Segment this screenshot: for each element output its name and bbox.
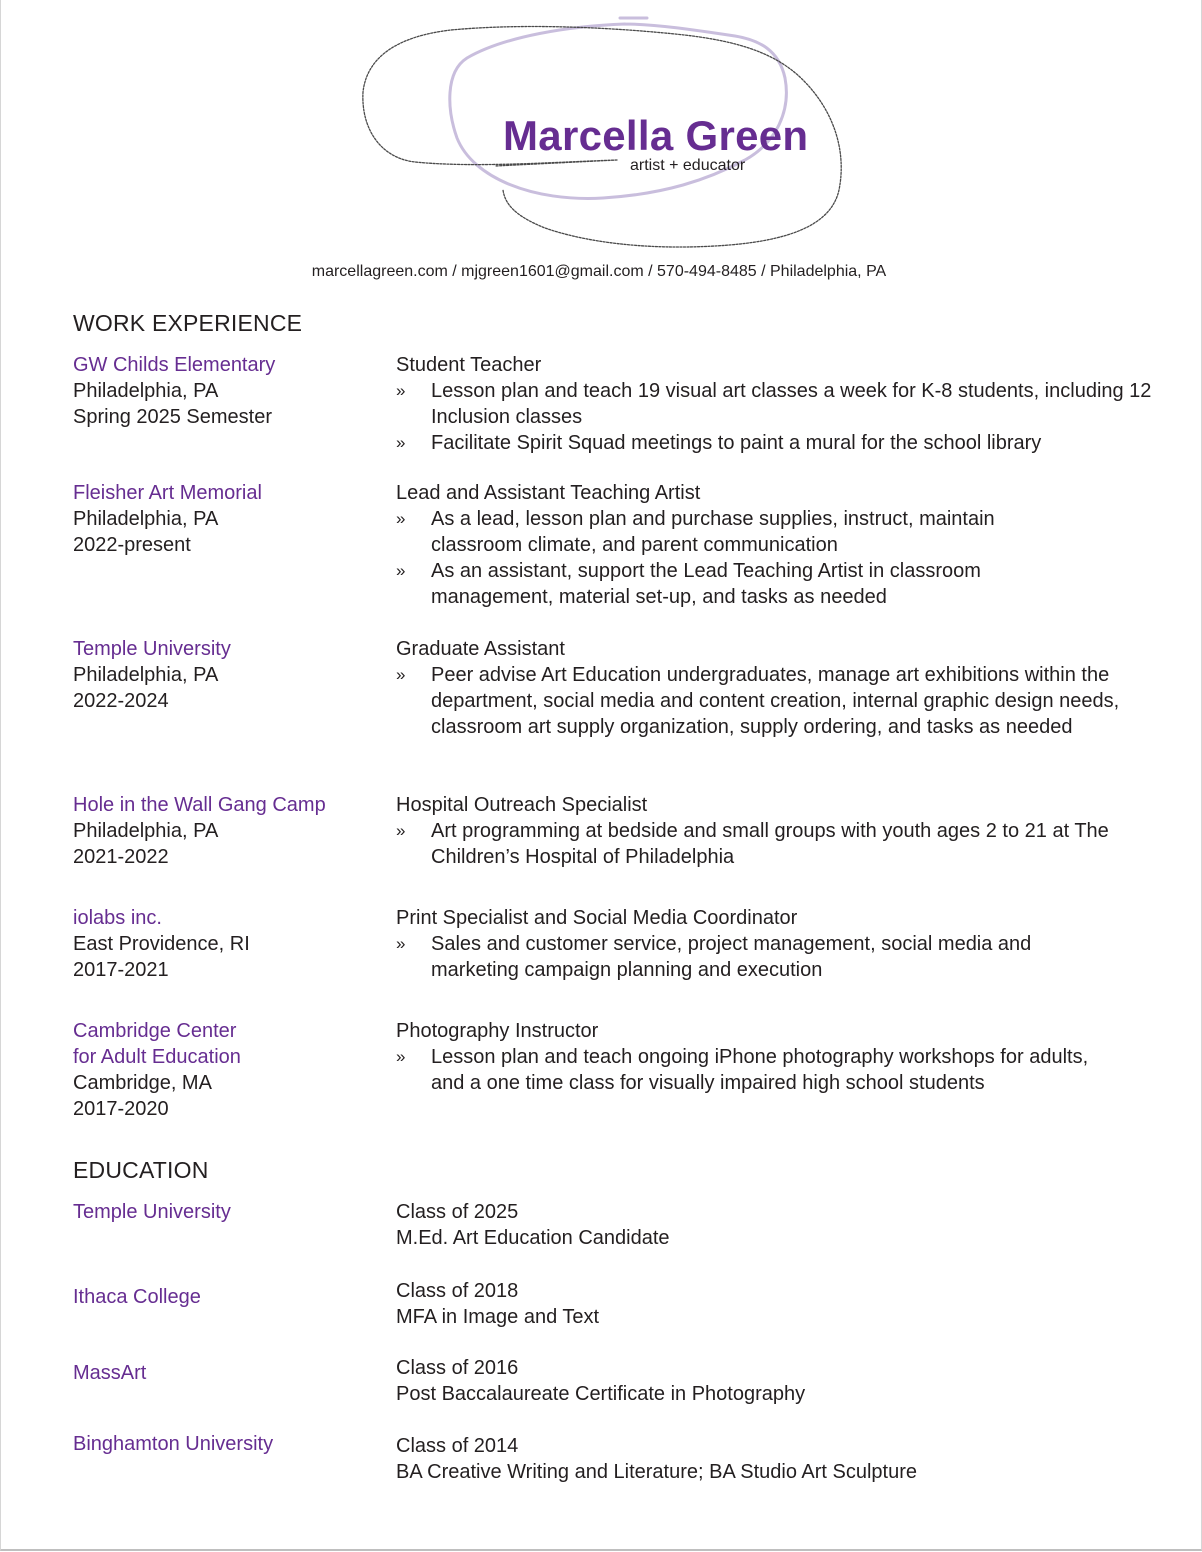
work-bullet-text: Lesson plan and teach 19 visual art classes a week for K-8 students, including 12 Inclusion classes [431, 380, 1152, 428]
work-org-name: Cambridge Center [73, 1020, 237, 1042]
education-degree: M.Ed. Art Education Candidate [396, 1227, 670, 1249]
work-role-title: Photography Instructor [396, 1020, 599, 1042]
work-role-title: Hospital Outreach Specialist [396, 794, 648, 816]
education-details-col [396, 1355, 1156, 1407]
work-bullet-text: As a lead, lesson plan and purchase supplies, instruct, maintain classroom climate, and parent communication [431, 508, 995, 556]
work-bullet [396, 818, 1141, 870]
work-bullet [396, 931, 1086, 983]
work-org-name: Fleisher Art Memorial [73, 482, 262, 504]
work-bullet-list [396, 506, 1036, 610]
work-location: Philadelphia, PA [73, 508, 219, 530]
education-school-name: MassArt [73, 1362, 147, 1384]
work-bullet-text: Sales and customer service, project management, social media and marketing campaign planning and execution [431, 933, 1032, 981]
work-location: Philadelphia, PA [73, 380, 219, 402]
bullet-marker: » [396, 433, 406, 452]
education-details-col [396, 1199, 1156, 1251]
work-entry-meta [73, 636, 373, 714]
work-entry-meta [73, 792, 373, 870]
work-entry-details [396, 1018, 1156, 1096]
work-bullet-text: Lesson plan and teach ongoing iPhone photography workshops for adults, and a one time class for visually impaired high school students [431, 1046, 1089, 1094]
education-degree: Post Baccalaureate Certificate in Photography [396, 1383, 806, 1405]
work-role-title: Graduate Assistant [396, 638, 565, 660]
work-bullet-text: Art programming at bedside and small groups with youth ages 2 to 21 at The Children’s Hospital of Philadelphia [431, 820, 1109, 868]
work-dates: 2017-2020 [73, 1098, 169, 1120]
work-dates: 2022-2024 [73, 690, 169, 712]
work-entry-meta [73, 905, 373, 983]
work-dates: 2022-present [73, 534, 191, 556]
education-heading: EDUCATION [73, 1157, 209, 1183]
work-entry-details [396, 636, 1156, 740]
work-entry-meta [73, 352, 373, 430]
work-bullet-text: Facilitate Spirit Squad meetings to paint a mural for the school library [431, 432, 1042, 454]
work-bullet [396, 662, 1141, 740]
work-location: Cambridge, MA [73, 1072, 212, 1094]
education-class-year: Class of 2018 [396, 1280, 519, 1302]
bullet-marker: » [396, 665, 406, 684]
work-role-title: Lead and Assistant Teaching Artist [396, 482, 701, 504]
work-bullet [396, 430, 1156, 456]
education-school-col [73, 1431, 373, 1457]
work-dates: Spring 2025 Semester [73, 406, 273, 428]
work-org-name: iolabs inc. [73, 907, 162, 929]
contact-line: marcellagreen.com / mjgreen1601@gmail.com / 570-494-8485 / Philadelphia, PA [311, 263, 887, 280]
work-experience-heading: WORK EXPERIENCE [73, 310, 303, 336]
education-school-col [73, 1360, 373, 1386]
work-bullet [396, 1044, 1106, 1096]
work-org-name: GW Childs Elementary [73, 354, 276, 376]
work-bullet-text: Peer advise Art Education undergraduates, manage art exhibitions within the department, social media and content creation, internal graphic design needs, classroom art supply organization, supply ordering, and tasks as needed [431, 664, 1120, 738]
education-school-name: Temple University [73, 1201, 231, 1223]
work-bullet-list [396, 1044, 1106, 1096]
bullet-marker: » [396, 561, 406, 580]
work-location: Philadelphia, PA [73, 664, 219, 686]
work-location: East Providence, RI [73, 933, 250, 955]
work-entry-details [396, 480, 1156, 610]
bullet-marker: » [396, 934, 406, 953]
work-entry-meta [73, 1018, 373, 1122]
education-school-col [73, 1199, 373, 1225]
work-role-title: Print Specialist and Social Media Coordinator [396, 907, 798, 929]
education-degree: BA Creative Writing and Literature; BA Studio Art Sculpture [396, 1461, 918, 1483]
education-details-col [396, 1433, 1156, 1485]
work-bullet-list [396, 931, 1086, 983]
applicant-tagline: artist + educator [630, 157, 746, 174]
work-entry-details [396, 905, 1156, 983]
work-entry-details [396, 792, 1156, 870]
work-location: Philadelphia, PA [73, 820, 219, 842]
work-bullet [396, 558, 1036, 610]
work-bullet-list [396, 818, 1141, 870]
bullet-marker: » [396, 509, 406, 528]
work-dates: 2021-2022 [73, 846, 169, 868]
work-dates: 2017-2021 [73, 959, 169, 981]
work-org-name: Hole in the Wall Gang Camp [73, 794, 326, 816]
education-school-col [73, 1284, 373, 1310]
work-bullet-text: As an assistant, support the Lead Teaching Artist in classroom management, material set-up, and tasks as needed [431, 560, 981, 608]
work-bullet [396, 506, 1036, 558]
education-class-year: Class of 2025 [396, 1201, 519, 1223]
work-entry-details [396, 352, 1156, 456]
work-org-name: Temple University [73, 638, 231, 660]
applicant-name: Marcella Green [503, 112, 809, 159]
education-details-col [396, 1278, 1156, 1330]
bullet-marker: » [396, 381, 406, 400]
bullet-marker: » [396, 1047, 406, 1066]
education-degree: MFA in Image and Text [396, 1306, 600, 1328]
work-bullet-list [396, 378, 1156, 456]
education-school-name: Binghamton University [73, 1433, 274, 1455]
work-org-name-line-2: for Adult Education [73, 1046, 241, 1068]
work-bullet-list [396, 662, 1141, 740]
education-school-name: Ithaca College [73, 1286, 201, 1308]
work-bullet [396, 378, 1156, 430]
bullet-marker: » [396, 821, 406, 840]
work-role-title: Student Teacher [396, 354, 542, 376]
work-entry-meta [73, 480, 373, 558]
education-class-year: Class of 2016 [396, 1357, 519, 1379]
education-class-year: Class of 2014 [396, 1435, 519, 1457]
